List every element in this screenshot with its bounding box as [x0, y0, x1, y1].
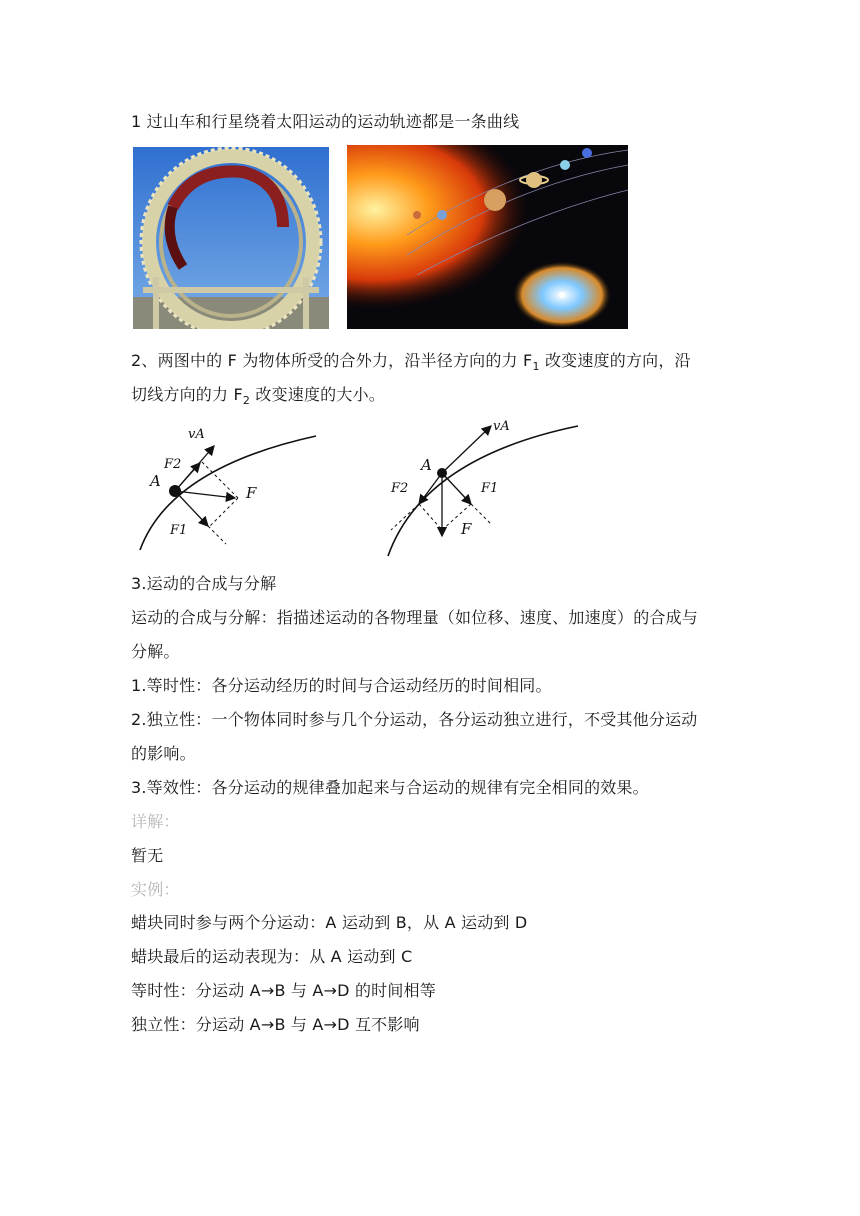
para2-line1-sub: 1 [532, 360, 540, 374]
trajectory-curve-left [140, 436, 316, 550]
label-f-right: F [461, 520, 472, 538]
heading-curved-motion: 1 过山车和行星绕着太阳运动的运动轨迹都是一条曲线 [131, 112, 520, 131]
label-f1-left: F1 [170, 523, 188, 538]
force-diagram-right [383, 418, 583, 558]
para2-line2-text-b: 改变速度的大小。 [250, 385, 385, 404]
para2-line2 [131, 385, 385, 411]
section3-def-line2: 分解。 [131, 642, 180, 661]
example-line: 独立性：分运动 A→B 与 A→D 互不影响 [131, 1015, 420, 1034]
section3-def-line1: 运动的合成与分解：指描述运动的各物理量（如位移、速度、加速度）的合成与 [131, 608, 699, 627]
force-diagram-left [130, 418, 330, 558]
para2-line1-text-a: 2、两图中的 F 为物体所受的合外力，沿半径方向的力 F [131, 351, 533, 370]
section3-title: 3.运动的合成与分解 [131, 574, 277, 593]
label-va-left: vA [188, 427, 205, 442]
label-a-left: A [150, 472, 161, 490]
section3-point2-line2: 的影响。 [131, 744, 196, 763]
para2-line2-sub: 2 [242, 394, 251, 408]
example-line: 蜡块最后的运动表现为：从 A 运动到 C [131, 947, 413, 966]
solar-system-photo [347, 145, 628, 329]
para2-line1 [131, 351, 691, 377]
f2-arrow-right [419, 473, 442, 504]
example-line: 蜡块同时参与两个分运动：A 运动到 B，从 A 运动到 D [131, 913, 528, 932]
section3-point3: 3.等效性：各分运动的规律叠加起来与合运动的规律有完全相同的效果。 [131, 778, 649, 797]
example-label: 实例： [131, 880, 180, 899]
label-f2-right: F2 [391, 481, 409, 496]
detail-text: 暂无 [131, 846, 164, 865]
force-arrow-left [175, 491, 235, 498]
section3-point1: 1.等时性：各分运动经历的时间与合运动经历的时间相同。 [131, 676, 552, 695]
para2-line1-text-b: 改变速度的方向，沿 [539, 351, 691, 370]
label-f1-right: F1 [481, 481, 499, 496]
example-line: 等时性：分运动 A→B 与 A→D 的时间相等 [131, 981, 436, 1000]
section3-point2-line1: 2.独立性：一个物体同时参与几个分运动，各分运动独立进行，不受其他分运动 [131, 710, 698, 729]
label-va-right: vA [493, 419, 510, 434]
f1-arrow-right [442, 473, 471, 504]
label-a-right: A [421, 456, 432, 474]
f1-arrow-left [175, 491, 208, 526]
roller-coaster-photo [133, 147, 329, 329]
detail-label: 详解： [131, 812, 180, 831]
label-f-left: F [246, 484, 257, 502]
label-f2-left: F2 [164, 457, 182, 472]
para2-line2-text-a: 切线方向的力 F [131, 385, 243, 404]
